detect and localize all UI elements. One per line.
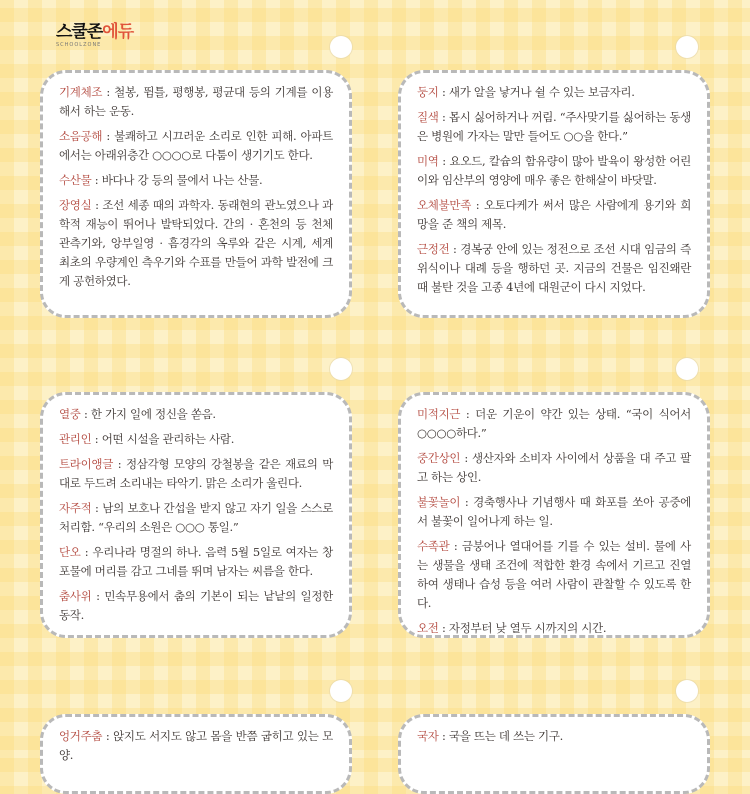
vocab-definition: 오토다케가 써서 많은 사람에게 용기와 희망을 준 책의 제목.: [417, 198, 691, 231]
vocab-term: 관리인: [59, 432, 92, 446]
vocab-term: 소음공해: [59, 129, 103, 143]
vocab-definition: 정삼각형 모양의 강철봉을 같은 재료의 막대로 두드려 소리내는 타악기. 맑은 소리가 울린다.: [59, 457, 333, 490]
vocab-definition: 새가 알을 낳거나 쉴 수 있는 보금자리.: [448, 85, 635, 99]
vocab-entry: 열중 : 한 가지 일에 정신을 쏟음.: [59, 407, 216, 421]
vocab-term: 수족관: [417, 539, 450, 553]
vocab-definition: 한 가지 일에 정신을 쏟음.: [90, 407, 216, 421]
vocab-definition: 요오드, 칼슘의 함유량이 많아 발육이 왕성한 어린이와 임산부의 영양에 매우 좋은 한해살이 바닷말.: [417, 154, 691, 187]
vocab-entry: 국자 : 국을 뜨는 데 쓰는 기구.: [417, 729, 563, 743]
vocab-term: 춤사위: [59, 589, 92, 603]
vocab-term: 질색: [417, 110, 439, 124]
vocab-entry: 춤사위 : 민속무용에서 춤의 기본이 되는 낱낱의 일정한 동작.: [59, 589, 333, 622]
vocab-entry: 기계체조 : 철봉, 뜀틀, 평행봉, 평균대 등의 기계를 이용해서 하는 운동.: [59, 85, 333, 118]
vocab-entry: 오체불만족 : 오토다케가 써서 많은 사람에게 용기와 희망을 준 책의 제목.: [417, 198, 691, 231]
vocab-definition: 조선 세종 때의 과학자. 동래현의 관노였으나 과학적 재능이 뛰어나 발탁되었다. 간의 · 혼천의 등 천체 관측기와, 앙부일영 · 흠경각의 옥루와 같은 시계, 세계 최초의 우량계인 측우기와 수표를 만들어 과학 발전에 크게 공헌하였다.: [59, 198, 333, 288]
vocab-entry: 중간상인 : 생산자와 소비자 사이에서 상품을 대 주고 팔고 하는 상인.: [417, 451, 691, 484]
vocab-entry: 질색 : 몹시 싫어하거나 꺼림. “주사맞기를 싫어하는 동생은 병원에 가자는 말만 들어도 ○○을 한다.”: [417, 110, 691, 143]
vocab-term: 미역: [417, 154, 439, 168]
binder-hole: [676, 36, 698, 58]
vocab-entry: 미적지근 : 더운 기운이 약간 있는 상태. “국이 식어서 ○○○○하다.”: [417, 407, 691, 440]
vocab-entry: 관리인 : 어떤 시설을 관리하는 사람.: [59, 432, 235, 446]
vocab-term: 자주적: [59, 501, 92, 515]
vocab-term: 수산물: [59, 173, 92, 187]
vocab-card-4: [398, 392, 710, 638]
vocab-definition: 철봉, 뜀틀, 평행봉, 평균대 등의 기계를 이용해서 하는 운동.: [59, 85, 333, 118]
vocab-term: 단오: [59, 545, 81, 559]
binder-hole: [676, 680, 698, 702]
logo-accent-text: 에듀: [102, 22, 134, 42]
vocab-term: 미적지근: [417, 407, 461, 421]
vocab-term: 트라이앵글: [59, 457, 114, 471]
vocab-entry: 트라이앵글 : 정삼각형 모양의 강철봉을 같은 재료의 막대로 두드려 소리내는 타악기. 맑은 소리가 울린다.: [59, 457, 333, 490]
vocab-definition: 불쾌하고 시끄러운 소리로 인한 피해. 아파트에서는 아래위층간 ○○○○로 다툼이 생기기도 한다.: [59, 129, 333, 162]
vocab-term: 국자: [417, 729, 439, 743]
vocab-definition: 경복궁 안에 있는 정전으로 조선 시대 임금의 즉위식이나 대례 등을 행하던 곳. 지금의 건물은 임진왜란 때 불탄 것을 고종 4년에 대원군이 다시 지었다.: [417, 242, 691, 294]
vocab-card-2: [398, 70, 710, 318]
logo-subtitle: SCHOOLZONE: [56, 42, 102, 48]
vocab-definition: 금붕어나 열대어를 기를 수 있는 설비. 물에 사는 생물을 생태 조건에 적합한 환경 속에서 기르고 진열하여 생태나 습성 등을 여러 사람이 관찰할 수 있도록 한다.: [417, 539, 691, 610]
vocab-term: 둥지: [417, 85, 439, 99]
binder-hole: [330, 358, 352, 380]
vocab-definition: 더운 기운이 약간 있는 상태. “국이 식어서 ○○○○하다.”: [417, 407, 691, 440]
vocab-definition: 생산자와 소비자 사이에서 상품을 대 주고 팔고 하는 상인.: [417, 451, 691, 484]
vocab-card-3: [40, 392, 352, 638]
vocab-term: 기계체조: [59, 85, 103, 99]
vocab-term: 중간상인: [417, 451, 461, 465]
logo-main-text: 스쿨존: [56, 22, 103, 42]
binder-hole: [676, 358, 698, 380]
vocab-entry: 수족관 : 금붕어나 열대어를 기를 수 있는 설비. 물에 사는 생물을 생태 조건에 적합한 환경 속에서 기르고 진열하여 생태나 습성 등을 여러 사람이 관찰할 수 있도록 한다.: [417, 539, 691, 610]
vocab-definition: 앉지도 서지도 않고 몸을 반쯤 굽히고 있는 모양.: [59, 729, 333, 762]
vocab-entry: 소음공해 : 불쾌하고 시끄러운 소리로 인한 피해. 아파트에서는 아래위층간 ○○○○로 다툼이 생기기도 한다.: [59, 129, 333, 162]
logo: [56, 24, 133, 48]
vocab-definition: 경축행사나 기념행사 때 화포를 쏘아 공중에서 불꽃이 일어나게 하는 일.: [417, 495, 691, 528]
vocab-term: 열중: [59, 407, 81, 421]
vocab-entry: 엉거주춤 : 앉지도 서지도 않고 몸을 반쯤 굽히고 있는 모양.: [59, 729, 333, 762]
vocab-entry: 근정전 : 경복궁 안에 있는 정전으로 조선 시대 임금의 즉위식이나 대례 등을 행하던 곳. 지금의 건물은 임진왜란 때 불탄 것을 고종 4년에 대원군이 다시 지었다.: [417, 242, 691, 294]
vocab-term: 오전: [417, 621, 439, 635]
vocab-term: 오체불만족: [417, 198, 472, 212]
vocab-definition: 몹시 싫어하거나 꺼림. “주사맞기를 싫어하는 동생은 병원에 가자는 말만 들어도 ○○을 한다.”: [417, 110, 691, 143]
vocab-definition: 남의 보호나 간섭을 받지 않고 자기 일을 스스로 처리함. “우리의 소원은 ○○○ 통일.”: [59, 501, 333, 534]
binder-hole: [330, 36, 352, 58]
vocab-entry: 수산물 : 바다나 강 등의 물에서 나는 산물.: [59, 173, 263, 187]
vocab-entry: 단오 : 우리나라 명절의 하나. 음력 5월 5일로 여자는 창포물에 머리를 감고 그네를 뛰며 남자는 씨름을 한다.: [59, 545, 333, 578]
vocab-card-6: [398, 714, 710, 794]
binder-hole: [330, 680, 352, 702]
vocab-card-5: [40, 714, 352, 794]
vocab-entry: 자주적 : 남의 보호나 간섭을 받지 않고 자기 일을 스스로 처리함. “우리의 소원은 ○○○ 통일.”: [59, 501, 333, 534]
vocab-term: 불꽃놀이: [417, 495, 461, 509]
vocab-definition: 바다나 강 등의 물에서 나는 산물.: [101, 173, 263, 187]
vocab-entry: 미역 : 요오드, 칼슘의 함유량이 많아 발육이 왕성한 어린이와 임산부의 영양에 매우 좋은 한해살이 바닷말.: [417, 154, 691, 187]
vocab-entry: 불꽃놀이 : 경축행사나 기념행사 때 화포를 쏘아 공중에서 불꽃이 일어나게 하는 일.: [417, 495, 691, 528]
vocab-term: 엉거주춤: [59, 729, 103, 743]
vocab-definition: 어떤 시설을 관리하는 사람.: [101, 432, 235, 446]
vocab-term: 장영실: [59, 198, 92, 212]
vocab-term: 근정전: [417, 242, 450, 256]
vocab-entry: 장영실 : 조선 세종 때의 과학자. 동래현의 관노였으나 과학적 재능이 뛰어나 발탁되었다. 간의 · 혼천의 등 천체 관측기와, 앙부일영 · 흠경각의 옥루와 같은 시계, 세계 최초의 우량계인 측우기와 수표를 만들어 과학 발전에 크게 공헌하였다.: [59, 198, 333, 288]
vocab-definition: 우리나라 명절의 하나. 음력 5월 5일로 여자는 창포물에 머리를 감고 그네를 뛰며 남자는 씨름을 한다.: [59, 545, 333, 578]
vocab-card-1: [40, 70, 352, 318]
vocab-entry: 오전 : 자정부터 낮 열두 시까지의 시간.: [417, 621, 607, 635]
vocab-definition: 민속무용에서 춤의 기본이 되는 낱낱의 일정한 동작.: [59, 589, 333, 622]
vocab-entry: 둥지 : 새가 알을 낳거나 쉴 수 있는 보금자리.: [417, 85, 635, 99]
vocab-definition: 자정부터 낮 열두 시까지의 시간.: [448, 621, 607, 635]
vocab-definition: 국을 뜨는 데 쓰는 기구.: [448, 729, 563, 743]
